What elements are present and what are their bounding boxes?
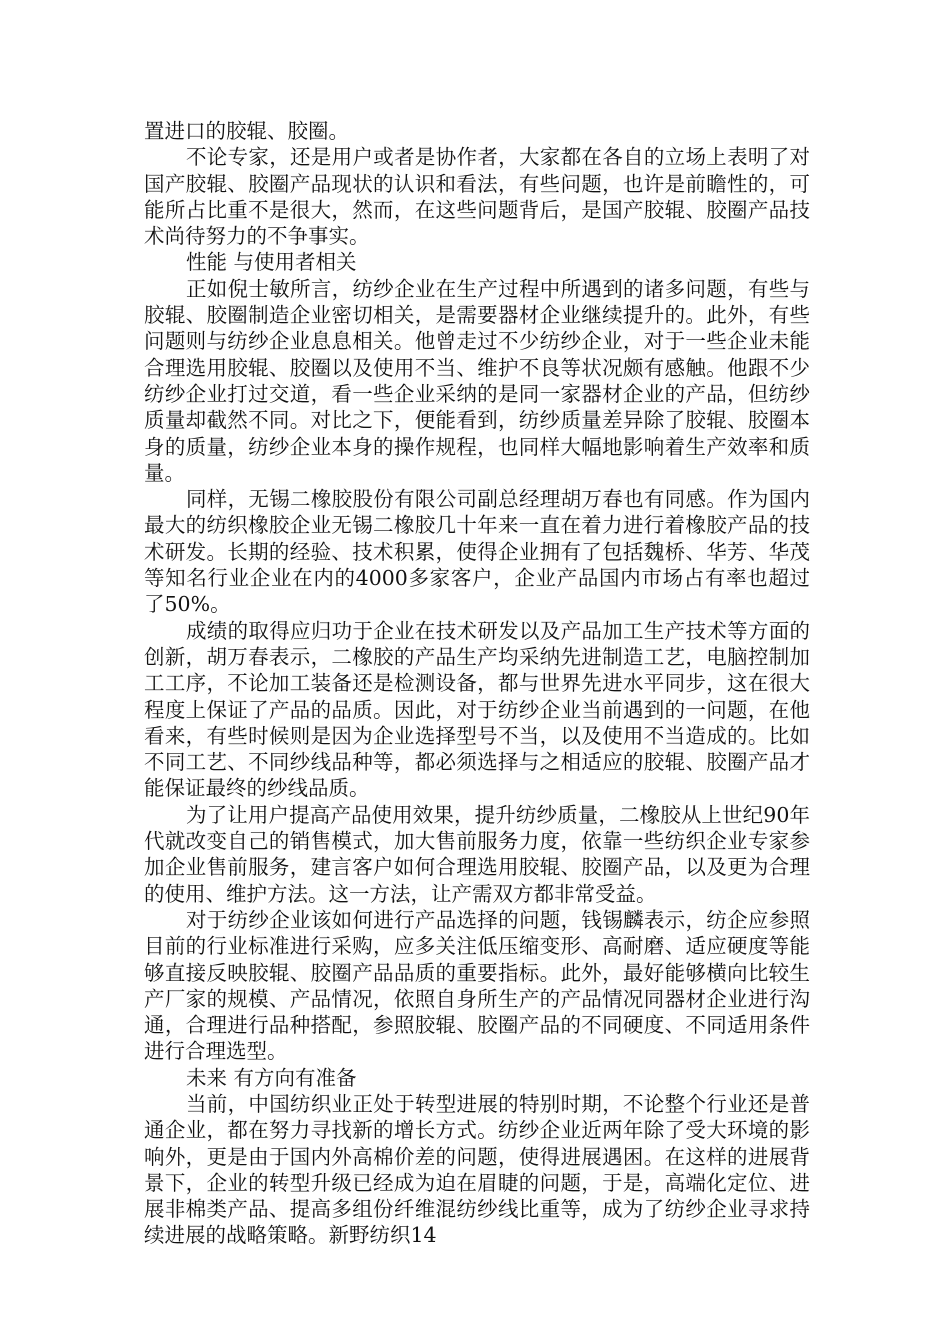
paragraph: 成绩的取得应归功于企业在技术研发以及产品加工生产技术等方面的创新，胡万春表示，二橡胶的产品生产均采纳先进制造工艺，电脑控制加工工序，不论加工装备还是检测设备，都与世界先进水平同步，这在很大程度上保证了产品的品质。因此，对于纺纱企业当前遇到的一问题，在他看来，有些时候则是因为企业选择型号不当，以及使用不当造成的。比如不同工艺、不同纱线品种等，都必须选择与之相适应的胶辊、胶圈产品才能保证最终的纱线品质。 (144, 618, 810, 801)
section-heading-performance: 性能 与使用者相关 (186, 250, 357, 275)
document-page (144, 118, 810, 1249)
paragraph-continuation: 置进口的胶辊、胶圈。 (144, 119, 349, 143)
paragraph: 对于纺纱企业该如何进行产品选择的问题，钱锡麟表示，纺企应参照目前的行业标准进行采购，应多关注低压缩变形、高耐磨、适应硬度等能够直接反映胶辊、胶圈产品品质的重要指标。此外，最好能够横向比较生产厂家的规模、产品情况，依照自身所生产的产品情况同器材企业进行沟通，合理进行品种搭配，参照胶辊、胶圈产品的不同硬度、不同适用条件进行合理选型。 (144, 907, 810, 1064)
paragraph: 不论专家，还是用户或者是协作者，大家都在各自的立场上表明了对国产胶辊、胶圈产品现状的认识和看法，有些问题，也许是前瞻性的，可能所占比重不是很大，然而，在这些问题背后，是国产胶辊、胶圈产品技术尚待努力的不争事实。 (144, 145, 810, 249)
section-heading-future: 未来 有方向有准备 (186, 1065, 357, 1090)
paragraph: 正如倪士敏所言，纺纱企业在生产过程中所遇到的诸多问题，有些与胶辊、胶圈制造企业密切相关，是需要器材企业继续提升的。此外，有些问题则与纺纱企业息息相关。他曾走过不少纺纱企业，对于一些企业未能合理选用胶辊、胶圈以及使用不当、维护不良等状况颇有感触。他跟不少纺纱企业打过交道，看一些企业采纳的是同一家器材企业的产品，但纺纱质量却截然不同。对比之下，便能看到，纺纱质量差异除了胶辊、胶圈本身的质量，纺纱企业本身的操作规程，也同样大幅地影响着生产效率和质量。 (144, 276, 810, 485)
paragraph: 为了让用户提高产品使用效果，提升纺纱质量，二橡胶从上世纪90年代就改变自己的销售模式，加大售前服务力度，依靠一些纺织企业专家参加企业售前服务，建言客户如何合理选用胶辊、胶圈产品，以及更为合理的使用、维护方法。这一方法，让产需双方都非常受益。 (144, 802, 810, 906)
paragraph: 当前，中国纺织业正处于转型进展的特别时期，不论整个行业还是普通企业，都在努力寻找新的增长方式。纺纱企业近两年除了受大环境的影响外，更是由于国内外高棉价差的问题，使得进展遇困。在这样的进展背景下，企业的转型升级已经成为迫在眉睫的问题，于是，高端化定位、进展非棉类产品、提高多组份纤维混纺纱线比重等，成为了纺纱企业寻求持续进展的战略策略。新野纺织14 (144, 1091, 810, 1248)
paragraph: 同样，无锡二橡胶股份有限公司副总经理胡万春也有同感。作为国内最大的纺织橡胶企业无锡二橡胶几十年来一直在着力进行着橡胶产品的技术研发。长期的经验、技术积累，使得企业拥有了包括魏桥、华芳、华茂等知名行业企业在内的4000多家客户，企业产品国内市场占有率也超过了50%。 (144, 487, 810, 617)
